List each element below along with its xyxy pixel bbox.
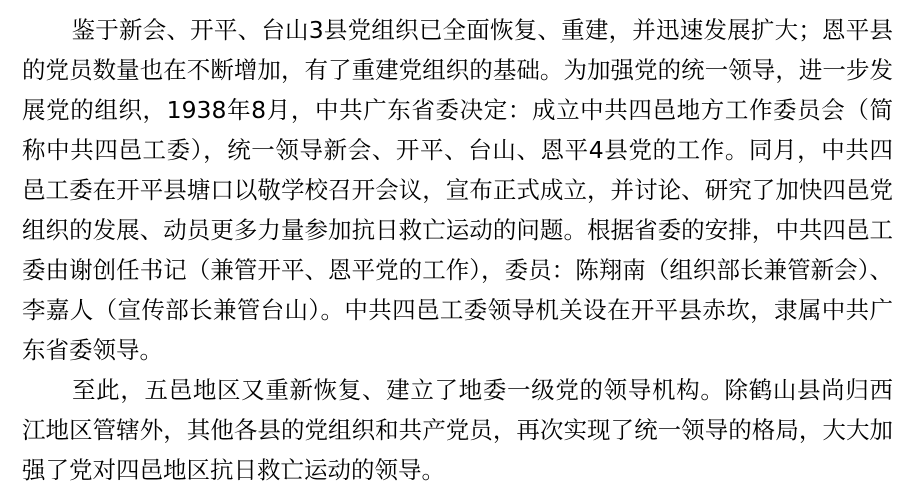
paragraph-text: 至此，五邑地区又重新恢复、建立了地委一级党的领导机构。除鹤山县尚归西江地区管辖外，其他各县的党组织和共产党员，再次实现了统一领导的格局，大大加强了党对四邑地区抗日救亡运动的领导。 bbox=[22, 376, 893, 484]
paragraph-2 bbox=[22, 370, 893, 490]
paragraph-1 bbox=[22, 10, 893, 370]
paragraph-text: 鉴于新会、开平、台山3县党组织已全面恢复、重建，并迅速发展扩大；恩平县的党员数量也在不断增加，有了重建党组织的基础。为加强党的统一领导，进一步发展党的组织，1938年8月，中共广东省委决定：成立中共四邑地方工作委员会（简称中共四邑工委），统一领导新会、开平、台山、恩平4县党的工作。同月，中共四邑工委在开平县塘口以敬学校召开会议，宣布正式成立，并讨论、研究了加快四邑党组织的发展、动员更多力量参加抗日救亡运动的问题。根据省委的安排，中共四邑工委由谢创任书记（兼管开平、恩平党的工作），委员：陈翔南（组织部长兼管新会）、李嘉人（宣传部长兼管台山）。中共四邑工委领导机关设在开平县赤坎，隶属中共广东省委领导。 bbox=[22, 16, 893, 364]
